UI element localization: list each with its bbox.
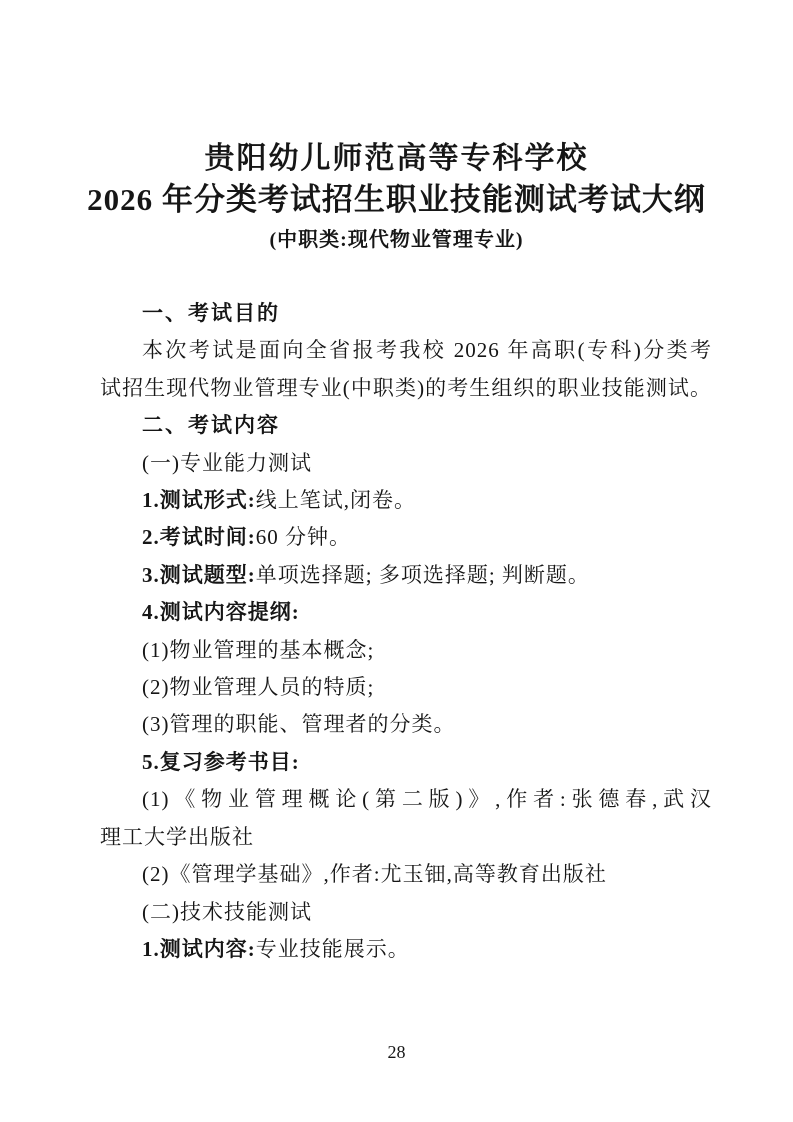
list-item-reference-book-2: (2)《管理学基础》,作者:尤玉钿,高等教育出版社 [142,862,607,887]
item-label: 2.考试时间: [142,525,256,550]
paragraph-line: 本次考试是面向全省报考我校 2026 年高职(专科)分类考 [142,338,712,363]
list-item-reference-book-1: (1)《物业管理概论(第二版)》,作者:张德春,武汉 [142,787,712,812]
item-text: 专业技能展示。 [255,936,410,961]
heading-exam-purpose: 一、考试目的 [142,302,280,325]
subheading-professional-ability-test: (一)专业能力测试 [142,450,312,475]
list-item-personnel-traits: (2)物业管理人员的特质; [142,675,375,700]
item-test-outline [100,594,712,631]
item-text: 60 分钟。 [255,525,351,550]
heading-exam-content: 二、考试内容 [142,414,280,438]
item-exam-duration [100,519,712,556]
major-subtitle: (中职类:现代物业管理专业) [269,229,524,251]
exam-outline-title: 2026 年分类考试招生职业技能测试考试大纲 [87,182,706,217]
paragraph-line: 理工大学出版社 [100,824,254,849]
school-name-title: 贵阳幼儿师范高等专科学校 [204,142,589,175]
item-text: 线上笔试,闭卷。 [255,488,416,513]
paragraph-line: 试招生现代物业管理专业(中职类)的考生组织的职业技能测试。 [100,375,712,400]
page-number: 28 [387,1042,406,1062]
item-test-format [100,482,712,519]
item-reference-books [100,744,712,781]
list-item-management-functions: (3)管理的职能、管理者的分类。 [142,712,456,737]
item-label: 1.测试形式: [142,488,256,513]
item-label: 3.测试题型: [142,562,256,587]
item-label: 4.测试内容提纲: [142,600,300,625]
item-label: 5.复习参考书目: [142,749,300,774]
document-body [100,295,712,968]
item-text: 单项选择题; 多项选择题; 判断题。 [255,562,590,587]
list-item-basic-concepts: (1)物业管理的基本概念; [142,637,375,662]
subheading-technical-skill-test: (二)技术技能测试 [142,899,312,924]
item-question-types [100,557,712,594]
document-title-block [0,138,793,259]
item-test-content [100,931,712,968]
item-label: 1.测试内容: [142,936,256,961]
